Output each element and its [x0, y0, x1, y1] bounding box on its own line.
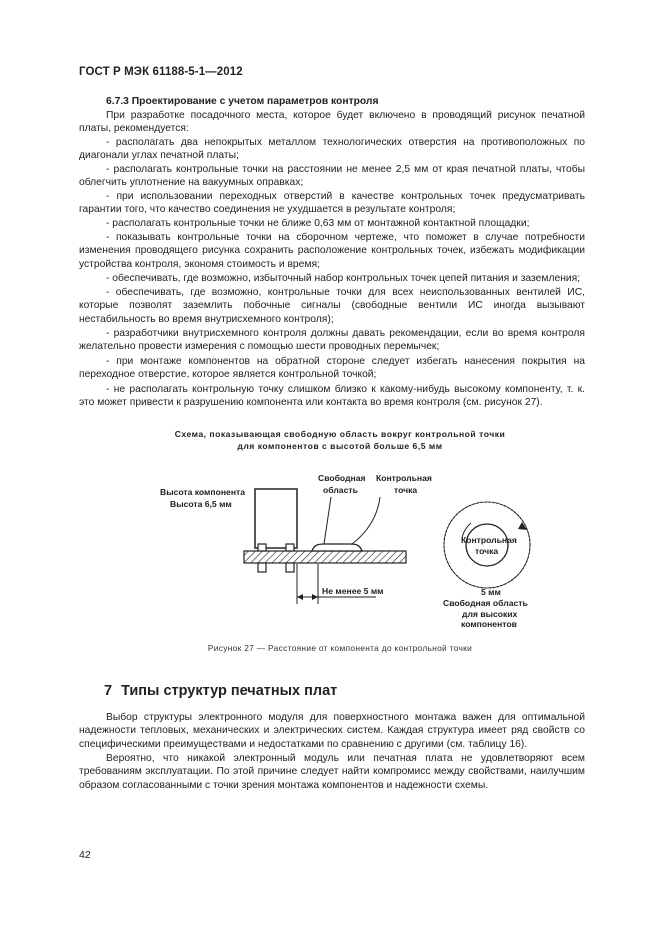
page-number: 42: [79, 849, 91, 861]
section-intro: При разработке посадочного места, которое будет включено в проводящий рисунок печатной платы, рекомендуется:: [79, 110, 585, 135]
label-free-area-2: область: [323, 485, 358, 495]
label-component-height: Высота компонента: [160, 487, 246, 497]
document-header: ГОСТ Р МЭК 61188-5-1—2012: [79, 66, 243, 78]
circle-label-2: точка: [475, 546, 499, 556]
circle-caption-4: компонентов: [461, 619, 517, 629]
free-area-circle: [444, 502, 530, 588]
circle-label-1: Контрольная: [461, 535, 517, 545]
chapter-heading: [104, 683, 337, 699]
distance-dimension: [297, 564, 384, 604]
label-test-point-2: точка: [394, 485, 418, 495]
list-item: - располагать контрольные точки на расстоянии не менее 2,5 мм от края печатной платы, чтобы облегчить уплотнение на вакуумных оправках;: [79, 164, 585, 189]
label-test-point-1: Контрольная: [376, 473, 432, 483]
list-item: - обеспечивать, где возможно, избыточный набор контрольных точек цепей питания и заземления;: [106, 273, 581, 284]
list-item: - разработчики внутрисхемного контроля должны давать рекомендации, если во время контроля желательно провести измерения с помощью шести проводных перемычек;: [79, 328, 585, 353]
label-free-area-1: Свободная: [318, 473, 366, 483]
list-item: - показывать контрольные точки на сборочном чертеже, что поможет в случае потребности изменения проводящего рисунка сохранить расположение контрольных точек, избежать модификации устройства контроля, экономя стоимость и время;: [79, 232, 585, 270]
list-item: - располагать два непокрытых металлом технологических отверстия на противоположных по диагонали углах печатной платы;: [79, 137, 585, 162]
circle-caption-2: Свободная область: [443, 598, 528, 608]
test-point-leader: [352, 497, 380, 544]
list-item: - не располагать контрольную точку слишком близко к какому-нибудь высокому компоненту, т. к. это может привести к разрушению компонента или контакта во время контроля (см. рисунок 27).: [79, 384, 585, 409]
chapter-paragraph-1: Выбор структуры электронного модуля для поверхностного монтажа важен для оптимальной надежности тепловых, механических и электрических систем. Каждая структура имеет ряд свойств со специфическими преимуществами и недостатками по сравнению с другими (см. таблицу 16).: [79, 712, 585, 750]
chapter-title: Типы структур печатных плат: [121, 683, 338, 699]
chapter-number: 7: [104, 683, 113, 699]
figure-title-line1: Схема, показывающая свободную область вокруг контрольной точки: [174, 429, 506, 439]
free-area-leader: [324, 497, 331, 544]
list-item: - при использовании переходных отверстий в качестве контрольных точек предусматривать гарантии того, что качество соединения не ухудшается в результате контроля;: [79, 191, 585, 216]
pcb-board: [244, 551, 406, 563]
chapter-paragraph-2: Вероятно, что никакой электронный модуль или печатная плата не удовлетворяют всем требованиям эксплуатации. По этой причине следует найти компромисс между свойствами, наилучшим образом согласованными с точки зрения монтажа компонентов и надежности схемы.: [79, 753, 585, 791]
figure-title-line2: для компонентов с высотой больше 6,5 мм: [237, 441, 443, 451]
label-height-value: Высота 6,5 мм: [170, 499, 232, 509]
list-item: - при монтаже компонентов на обратной стороне следует избегать нанесения покрытия на переходное отверстие, которое является контрольной точкой;: [79, 356, 585, 381]
circle-caption-3: для высоких: [462, 609, 518, 619]
list-item: - обеспечивать, где возможно, контрольные точки для всех неиспользованных вентилей ИС, которые позволят заземлить побочные сигналы (свободные вентили ИС иногда вызывают нестабильность во время внутрисхемного контроля);: [79, 287, 585, 325]
circle-caption-1: 5 мм: [481, 587, 501, 597]
label-distance: Не менее 5 мм: [322, 586, 384, 596]
section-title: 6.7.3 Проектирование с учетом параметров контроля: [106, 96, 379, 107]
figure-caption: Рисунок 27 — Расстояние от компонента до контрольной точки: [207, 643, 473, 653]
list-item: - располагать контрольные точки не ближе 0,63 мм от монтажной контактной площадки;: [106, 218, 530, 229]
test-point-pad: [312, 544, 362, 551]
